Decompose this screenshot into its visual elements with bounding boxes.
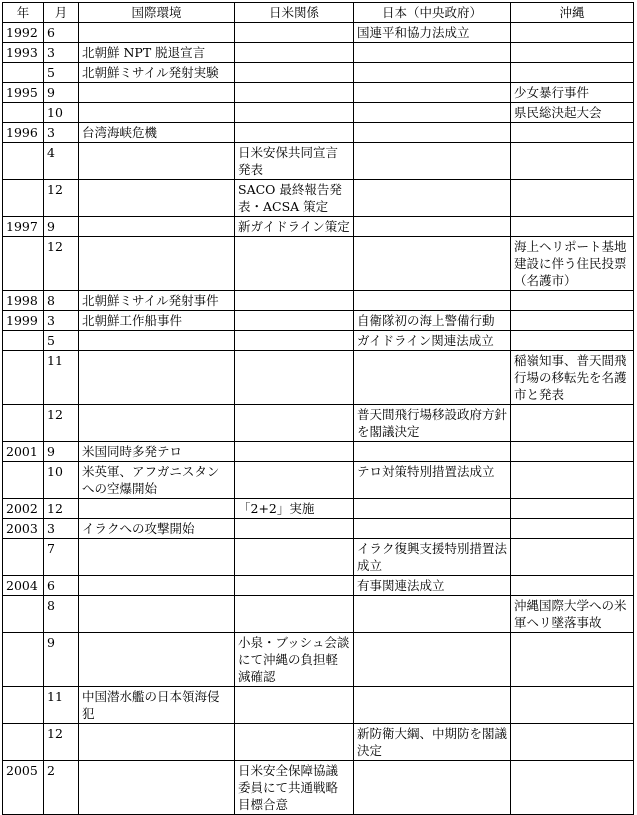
table-row [3,23,634,43]
cell-japan-government [354,83,511,103]
cell-us-japan: 小泉・ブッシュ会談にて沖縄の負担軽減確認 [235,633,354,687]
cell-us-japan [235,23,354,43]
cell-us-japan [235,291,354,311]
cell-okinawa [511,442,634,462]
cell-japan-government [354,43,511,63]
cell-year [3,687,44,724]
cell-us-japan [235,596,354,633]
cell-month: 6 [44,23,79,43]
cell-okinawa [511,761,634,815]
table-body [3,23,634,815]
cell-year: 1997 [3,217,44,237]
header-international: 国際環境 [79,3,235,23]
cell-year [3,103,44,123]
cell-international [79,23,235,43]
cell-japan-government: 有事関連法成立 [354,576,511,596]
table-row [3,724,634,761]
cell-month: 10 [44,103,79,123]
table-row [3,596,634,633]
cell-international [79,351,235,405]
header-month: 月 [44,3,79,23]
cell-month: 9 [44,83,79,103]
table-row [3,180,634,217]
cell-international [79,405,235,442]
cell-us-japan [235,311,354,331]
cell-year: 1996 [3,123,44,143]
cell-international [79,499,235,519]
cell-okinawa: 県民総決起大会 [511,103,634,123]
cell-japan-government [354,633,511,687]
cell-international [79,724,235,761]
cell-okinawa [511,123,634,143]
cell-us-japan [235,123,354,143]
cell-month: 12 [44,180,79,217]
cell-year [3,351,44,405]
cell-okinawa [511,519,634,539]
cell-international [79,596,235,633]
cell-international: 米英軍、アフガニスタンへの空爆開始 [79,462,235,499]
cell-us-japan [235,237,354,291]
cell-japan-government: 自衛隊初の海上警備行動 [354,311,511,331]
cell-month: 3 [44,311,79,331]
cell-japan-government [354,237,511,291]
cell-international: 北朝鮮ミサイル発射事件 [79,291,235,311]
cell-japan-government [354,687,511,724]
cell-okinawa [511,462,634,499]
cell-us-japan: 「2+2」実施 [235,499,354,519]
table-row [3,43,634,63]
cell-okinawa [511,63,634,83]
cell-month: 8 [44,596,79,633]
cell-okinawa [511,217,634,237]
table-row [3,237,634,291]
cell-okinawa [511,23,634,43]
table-row [3,462,634,499]
cell-year: 1998 [3,291,44,311]
cell-international [79,761,235,815]
cell-us-japan: SACO 最終報告発表・ACSA 策定 [235,180,354,217]
cell-japan-government [354,499,511,519]
table-row [3,103,634,123]
table-row [3,311,634,331]
cell-japan-government [354,291,511,311]
cell-okinawa [511,724,634,761]
cell-okinawa [511,687,634,724]
table-row [3,331,634,351]
cell-japan-government: 新防衛大綱、中期防を閣議決定 [354,724,511,761]
cell-japan-government [354,63,511,83]
cell-japan-government [354,761,511,815]
table-row [3,123,634,143]
cell-okinawa [511,539,634,576]
cell-international: イラクへの攻撃開始 [79,519,235,539]
cell-us-japan [235,63,354,83]
cell-international [79,539,235,576]
cell-year: 1995 [3,83,44,103]
cell-month: 6 [44,576,79,596]
cell-month: 10 [44,462,79,499]
cell-year: 2001 [3,442,44,462]
table-row [3,291,634,311]
cell-japan-government: ガイドライン関連法成立 [354,331,511,351]
table-row [3,63,634,83]
header-us-japan: 日米関係 [235,3,354,23]
cell-year [3,633,44,687]
cell-international [79,103,235,123]
cell-international [79,143,235,180]
cell-japan-government: テロ対策特別措置法成立 [354,462,511,499]
cell-international [79,576,235,596]
cell-year [3,180,44,217]
cell-japan-government [354,442,511,462]
cell-month: 12 [44,405,79,442]
cell-month: 3 [44,519,79,539]
cell-okinawa [511,311,634,331]
cell-us-japan [235,724,354,761]
cell-okinawa [511,499,634,519]
table-row [3,217,634,237]
cell-year [3,143,44,180]
cell-international: 中国潜水艦の日本領海侵犯 [79,687,235,724]
table-row [3,519,634,539]
cell-us-japan [235,331,354,351]
cell-month: 2 [44,761,79,815]
cell-japan-government [354,519,511,539]
cell-international: 北朝鮮工作船事件 [79,311,235,331]
cell-month: 8 [44,291,79,311]
cell-month: 5 [44,331,79,351]
cell-month: 12 [44,499,79,519]
cell-international: 米国同時多発テロ [79,442,235,462]
cell-month: 3 [44,43,79,63]
cell-month: 9 [44,633,79,687]
table-row [3,143,634,180]
cell-international [79,331,235,351]
cell-year: 1992 [3,23,44,43]
cell-year [3,596,44,633]
table-row [3,633,634,687]
header-japan-government: 日本（中央政府） [354,3,511,23]
cell-international [79,237,235,291]
cell-us-japan [235,539,354,576]
cell-month: 12 [44,724,79,761]
table-row [3,442,634,462]
table-row [3,761,634,815]
cell-okinawa [511,143,634,180]
cell-okinawa: 海上ヘリポート基地建設に伴う住民投票（名護市） [511,237,634,291]
cell-us-japan [235,462,354,499]
header-year: 年 [3,3,44,23]
cell-year: 2003 [3,519,44,539]
cell-year: 2004 [3,576,44,596]
cell-us-japan [235,43,354,63]
cell-us-japan: 新ガイドライン策定 [235,217,354,237]
cell-us-japan [235,103,354,123]
cell-month: 9 [44,217,79,237]
header-okinawa: 沖縄 [511,3,634,23]
chronology-table [2,2,634,815]
cell-month: 9 [44,442,79,462]
cell-okinawa: 稲嶺知事、普天間飛行場の移転先を名護市と発表 [511,351,634,405]
header-row [3,3,634,23]
cell-us-japan [235,519,354,539]
cell-japan-government: 普天間飛行場移設政府方針を閣議決定 [354,405,511,442]
cell-japan-government: 国連平和協力法成立 [354,23,511,43]
cell-us-japan [235,576,354,596]
cell-international [79,217,235,237]
cell-year [3,63,44,83]
cell-japan-government [354,123,511,143]
cell-us-japan: 日米安保共同宣言発表 [235,143,354,180]
cell-okinawa [511,43,634,63]
cell-month: 12 [44,237,79,291]
cell-year [3,724,44,761]
cell-international [79,633,235,687]
table-row [3,687,634,724]
cell-okinawa [511,331,634,351]
cell-japan-government [354,596,511,633]
cell-year: 2002 [3,499,44,519]
cell-japan-government [354,351,511,405]
cell-japan-government [354,217,511,237]
cell-okinawa [511,576,634,596]
cell-month: 11 [44,687,79,724]
cell-japan-government [354,143,511,180]
cell-month: 4 [44,143,79,180]
cell-international [79,180,235,217]
cell-year [3,237,44,291]
table-row [3,83,634,103]
cell-year: 1993 [3,43,44,63]
table-row [3,351,634,405]
cell-month: 7 [44,539,79,576]
cell-okinawa: 少女暴行事件 [511,83,634,103]
cell-japan-government [354,180,511,217]
cell-okinawa [511,291,634,311]
cell-international: 北朝鮮ミサイル発射実験 [79,63,235,83]
cell-international [79,83,235,103]
cell-us-japan: 日米安全保障協議委員にて共通戦略目標合意 [235,761,354,815]
table-row [3,539,634,576]
cell-japan-government [354,103,511,123]
cell-us-japan [235,442,354,462]
cell-okinawa: 沖縄国際大学への米軍ヘリ墜落事故 [511,596,634,633]
cell-month: 3 [44,123,79,143]
cell-year [3,331,44,351]
cell-international: 北朝鮮 NPT 脱退宣言 [79,43,235,63]
cell-international: 台湾海峡危機 [79,123,235,143]
cell-year [3,462,44,499]
cell-year [3,539,44,576]
cell-year: 1999 [3,311,44,331]
cell-okinawa [511,180,634,217]
cell-year [3,405,44,442]
cell-us-japan [235,405,354,442]
cell-us-japan [235,351,354,405]
table-row [3,499,634,519]
cell-year: 2005 [3,761,44,815]
cell-month: 5 [44,63,79,83]
table-row [3,405,634,442]
table-row [3,576,634,596]
cell-okinawa [511,405,634,442]
cell-okinawa [511,633,634,687]
cell-us-japan [235,83,354,103]
cell-month: 11 [44,351,79,405]
cell-japan-government: イラク復興支援特別措置法成立 [354,539,511,576]
cell-us-japan [235,687,354,724]
